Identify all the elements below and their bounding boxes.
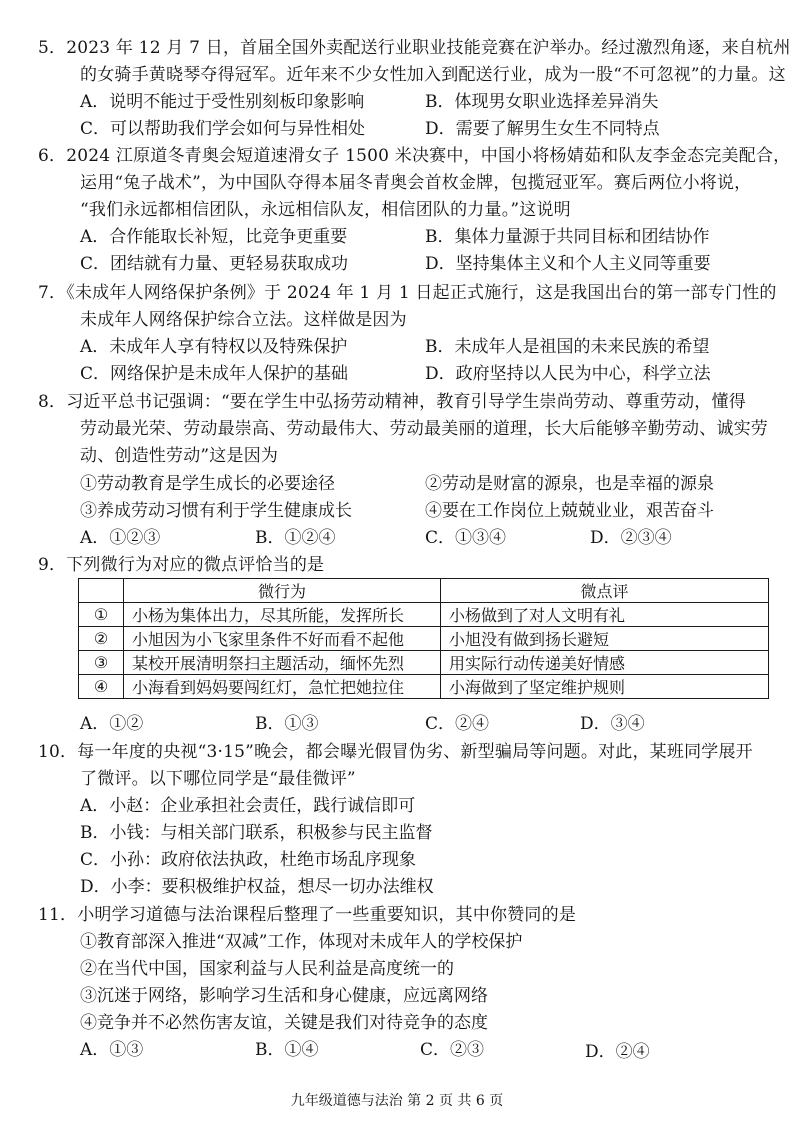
table-row (79, 603, 769, 627)
q8-item-2: ②劳动是财富的源泉，也是幸福的源泉 (425, 474, 714, 494)
q7-stem-line2: 未成年人网络保护综合立法。这样做是因为 (80, 310, 407, 330)
q9-row-comment: 用实际行动传递美好情感 (441, 651, 769, 675)
q9-option-b: B．①③ (255, 714, 319, 734)
q11-option-a: A．①③ (80, 1040, 144, 1060)
q8-stem-line2: 劳动最光荣、劳动最崇高、劳动最伟大、劳动最美丽的道理，长大后能够辛勤劳动、诚实劳 (80, 419, 768, 439)
q9-header-index (79, 579, 124, 603)
q6-stem-line1: 6．2024 江原道冬青奥会短道速滑女子 1500 米决赛中，中国小将杨婧茹和队友李金态完美配合， (38, 146, 791, 166)
q9-header-comment: 微点评 (441, 579, 769, 603)
q9-option-a: A．①② (80, 714, 144, 734)
q9-row-index: ② (79, 627, 124, 651)
q9-row-index: ③ (79, 651, 124, 675)
q7-option-b: B．未成年人是祖国的未来民族的希望 (425, 337, 710, 357)
q8-option-b: B．①②④ (255, 528, 336, 548)
q11-item-2: ②在当代中国，国家利益与人民利益是高度统一的 (80, 959, 454, 979)
q7-option-d: D．政府坚持以人民为中心，科学立法 (425, 364, 711, 384)
q9-row-behavior: 小杨为集体出力，尽其所能，发挥所长 (124, 603, 441, 627)
q10-stem-line2: 了微评。以下哪位同学是“最佳微评” (80, 769, 356, 789)
table-row (79, 627, 769, 651)
table-row (79, 675, 769, 699)
q10-option-a: A．小赵：企业承担社会责任，践行诚信即可 (80, 796, 416, 816)
q10-option-d: D．小李：要积极维护权益，想尽一切办法维权 (80, 877, 434, 897)
table-row (79, 651, 769, 675)
q11-item-3: ③沉迷于网络，影响学习生活和身心健康，应远离网络 (80, 986, 488, 1006)
q6-option-d: D．坚持集体主义和个人主义同等重要 (425, 254, 711, 274)
q7-stem-line1: 7．《未成年人网络保护条例》于 2024 年 1 月 1 日起正式施行，这是我国出台的第一部专门性的 (38, 283, 777, 303)
q9-row-comment: 小海做到了坚定维护规则 (441, 675, 769, 699)
q5-stem-line2: 的女骑手黄晓琴夺得冠军。近年来不少女性加入到配送行业，成为一股“不可忽视”的力量。这 (80, 65, 786, 85)
q11-option-c: C．②③ (420, 1040, 485, 1060)
q9-option-d: D．③④ (580, 714, 645, 734)
q9-row-comment: 小旭没有做到扬长避短 (441, 627, 769, 651)
q9-table (78, 578, 769, 699)
q9-option-c: C．②④ (425, 714, 490, 734)
q6-option-b: B．集体力量源于共同目标和团结协作 (425, 227, 710, 247)
q9-row-behavior: 小海看到妈妈要闯红灯，急忙把她拉住 (124, 675, 441, 699)
q6-option-a: A．合作能取长补短，比竞争更重要 (80, 227, 348, 247)
q8-item-1: ①劳动教育是学生成长的必要途径 (80, 474, 335, 494)
q8-option-c: C．①③④ (425, 528, 507, 548)
q5-option-d: D．需要了解男生女生不同特点 (425, 119, 660, 139)
q6-option-c: C．团结就有力量、更轻易获取成功 (80, 254, 349, 274)
q9-row-comment: 小杨做到了对人文明有礼 (441, 603, 769, 627)
q9-row-behavior: 小旭因为小飞家里条件不好而看不起他 (124, 627, 441, 651)
q9-row-behavior: 某校开展清明祭扫主题活动，缅怀先烈 (124, 651, 441, 675)
q6-stem-line3: “我们永远都相信团队，永远相信队友，相信团队的力量。”这说明 (80, 200, 571, 220)
q10-option-c: C．小孙：政府依法执政，杜绝市场乱序现象 (80, 850, 417, 870)
q11-option-d: D．②④ (585, 1042, 650, 1062)
q8-item-3: ③养成劳动习惯有利于学生健康成长 (80, 501, 352, 521)
q9-row-index: ④ (79, 675, 124, 699)
q9-table-header-row (79, 579, 769, 603)
q11-item-1: ①教育部深入推进“双减”工作，体现对未成年人的学校保护 (80, 932, 523, 952)
q9-header-behavior: 微行为 (124, 579, 441, 603)
q10-option-b: B．小钱：与相关部门联系，积极参与民主监督 (80, 823, 433, 843)
q11-item-4: ④竞争并不必然伤害友谊，关键是我们对待竞争的态度 (80, 1013, 488, 1033)
q8-stem-line3: 动、创造性劳动”这是因为 (80, 446, 279, 466)
q5-option-c: C．可以帮助我们学会如何与异性相处 (80, 119, 366, 139)
q9-stem: 9．下列微行为对应的微点评恰当的是 (38, 555, 325, 575)
q5-stem-line1: 5．2023 年 12 月 7 日，首届全国外卖配送行业职业技能竞赛在沪举办。经过激烈角逐，来自杭州 (38, 38, 791, 58)
page-footer: 九年级道德与法治 第 2 页 共 6 页 (290, 1093, 504, 1109)
q8-option-a: A．①②③ (80, 528, 161, 548)
q7-option-a: A．未成年人享有特权以及特殊保护 (80, 337, 348, 357)
q5-option-b: B．体现男女职业选择差异消失 (425, 92, 659, 112)
q8-item-4: ④要在工作岗位上兢兢业业，艰苦奋斗 (425, 501, 714, 521)
q7-option-c: C．网络保护是未成年人保护的基础 (80, 364, 349, 384)
q11-stem: 11．小明学习道德与法治课程后整理了一些重要知识，其中你赞同的是 (38, 905, 577, 925)
q9-row-index: ① (79, 603, 124, 627)
q10-stem-line1: 10．每一年度的央视“3·15”晚会，都会曝光假冒伪劣、新型骗局等问题。对此，某班同学展开 (38, 742, 753, 762)
q8-stem-line1: 8．习近平总书记强调：“要在学生中弘扬劳动精神，教育引导学生崇尚劳动、尊重劳动，懂得 (38, 392, 746, 412)
q11-option-b: B．①④ (255, 1040, 319, 1060)
q5-option-a: A．说明不能过于受性别刻板印象影响 (80, 92, 365, 112)
q6-stem-line2: 运用“兔子战术”，为中国队夺得本届冬青奥会首枚金牌，包揽冠亚军。赛后两位小将说， (80, 173, 752, 193)
q8-option-d: D．②③④ (590, 528, 672, 548)
